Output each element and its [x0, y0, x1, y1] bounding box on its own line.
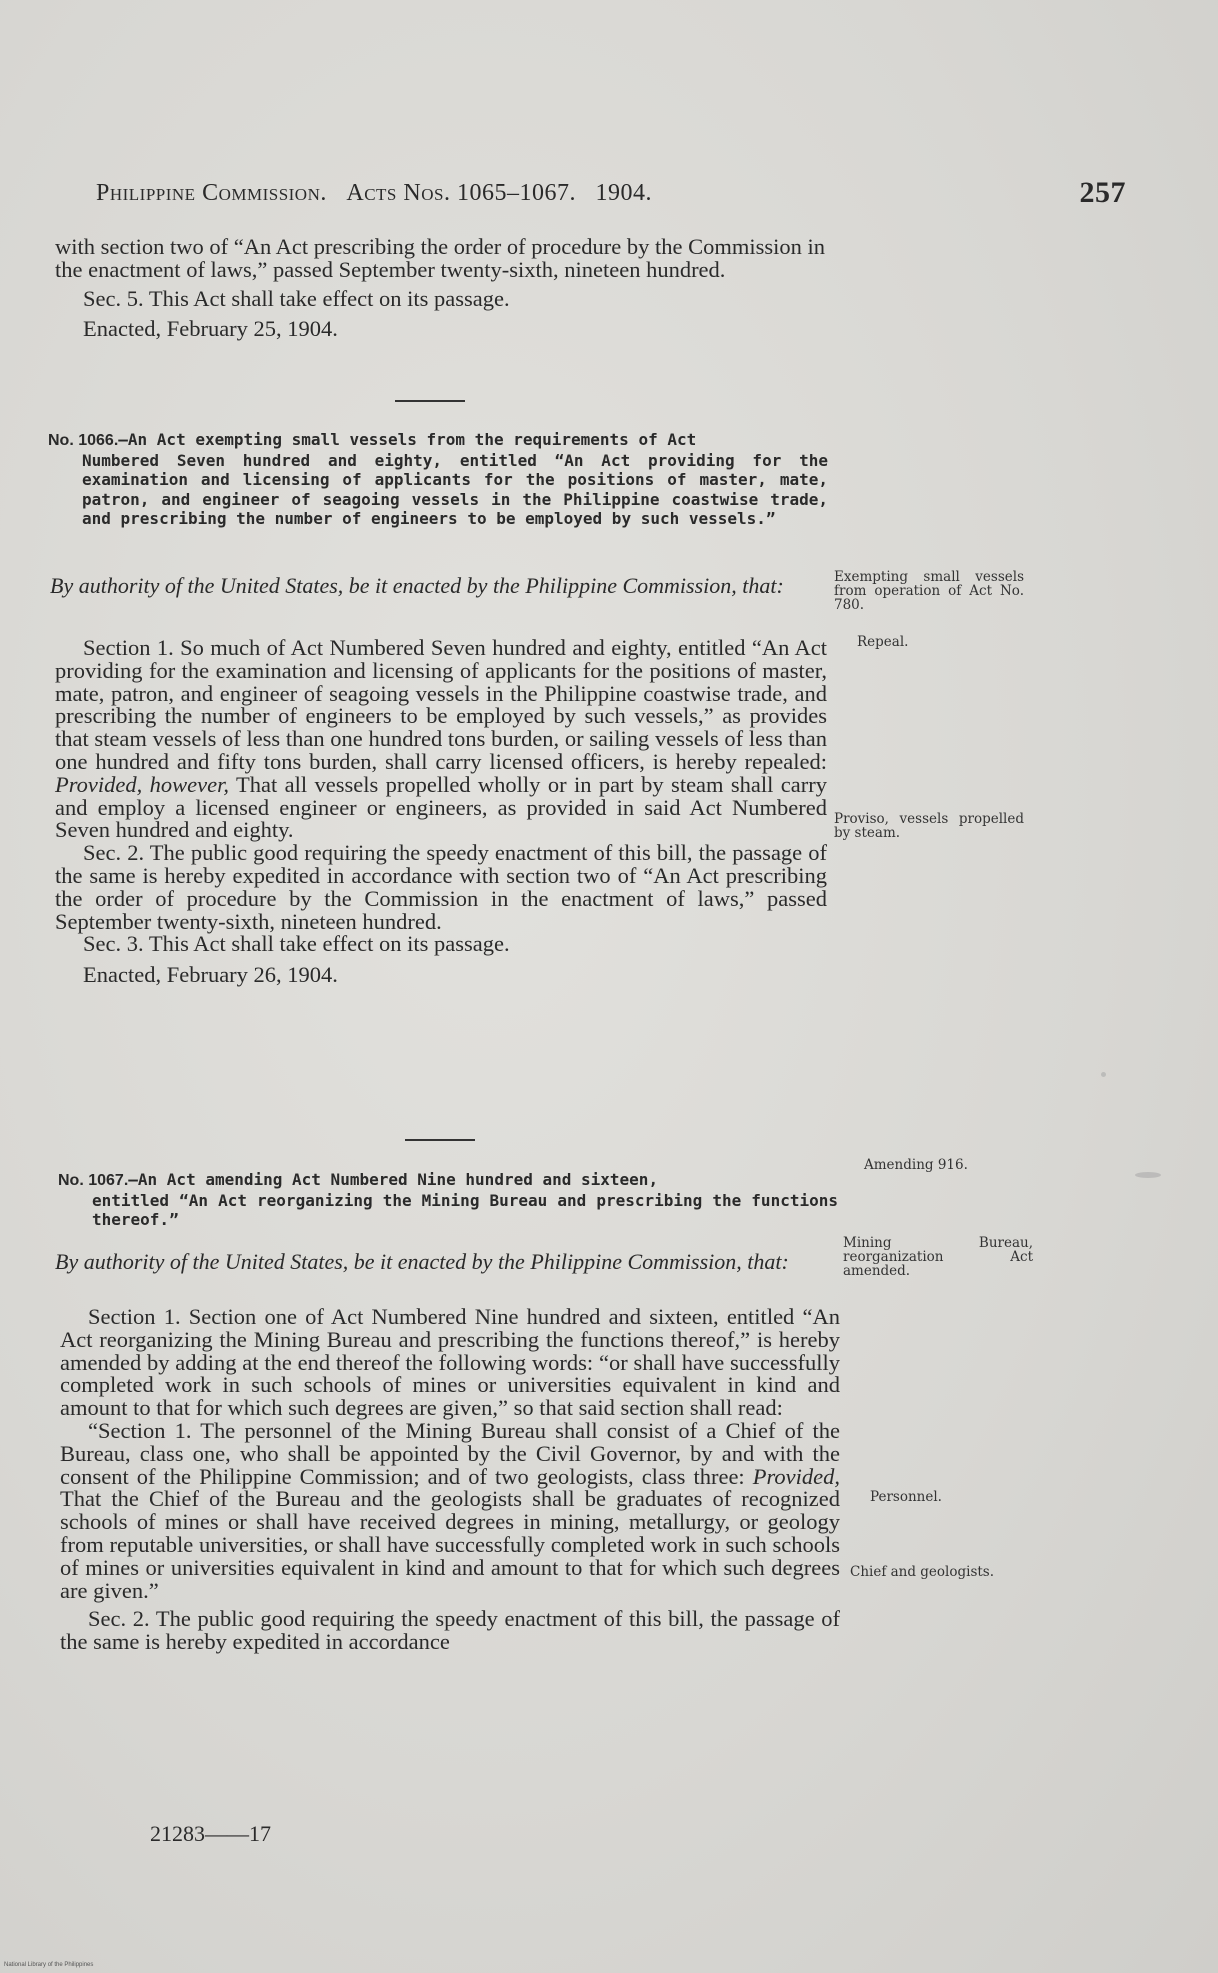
- act-1066-number: No. 1066.: [48, 432, 119, 449]
- act-1067-authority: [55, 1250, 835, 1274]
- act-1066-section-1-b: That all vessels propelled wholly or in part by steam shall carry and employ a licensed engineer or engineers, as provided in said Act Numbered Seven hundred and eighty.: [55, 771, 828, 843]
- act-1066-section-1-a: Section 1. So much of Act Numbered Seven hundred and eighty, entitled “An Act providing for the examination and licensing of applicants for the positions of master, mate, patron, and engineer of seagoing vessels in the Philippine coastwise trade, and prescribing the number of engineers to be employed by such vessels,” as provides that steam vessels of less than one hundred tons burden, or sailing vessels of less than one hundred and fifty tons burden, shall carry licensed officers, is hereby repealed:: [55, 635, 827, 774]
- act-1066-caption: [48, 430, 828, 529]
- running-head-acts: Acts Nos. 1065–1067.: [346, 180, 576, 206]
- act-1067-number: No. 1067.: [58, 1172, 129, 1189]
- enacting-clause-2: By authority of the United States, be it enacted by the Philippine Commission, that:: [55, 1249, 789, 1274]
- divider-rule-2: [405, 1139, 475, 1141]
- margin-note-personnel: Personnel.: [870, 1489, 942, 1505]
- running-header: [96, 176, 1126, 209]
- margin-note-amending: Amending 916.: [864, 1157, 968, 1173]
- previous-act-ending: [55, 236, 825, 341]
- act-1066-caption-rest: Numbered Seven hundred and eighty, entitled “An Act providing for the examination and licensing of applicants for the positions of master, mate, patron, and engineer of seagoing vessels in the Philippine coastwise trade, and prescribing the number of engineers to be employed by such vessels.”: [82, 450, 828, 528]
- act-1067-body: [60, 1306, 840, 1654]
- signature-mark: 21283——17: [150, 1821, 271, 1846]
- enacted-date: Enacted, February 25, 1904.: [83, 316, 338, 342]
- scan-credit: National Library of the Philippines: [4, 1962, 94, 1968]
- section-5: Sec. 5. This Act shall take effect on its passage.: [83, 285, 510, 311]
- margin-note-repeal: Repeal.: [857, 634, 909, 650]
- divider-rule: [395, 400, 465, 402]
- enacting-clause: By authority of the United States, be it enacted by the Philippine Commission, that:: [50, 573, 784, 598]
- margin-note-chief: Chief and geologists.: [850, 1564, 995, 1580]
- act-1066-authority: [50, 574, 828, 598]
- running-head-year: 1904.: [595, 180, 652, 206]
- act-1066-enacted: Enacted, February 26, 1904.: [83, 962, 338, 988]
- margin-note-mining: Mining Bureau, reorganization Act amended.: [843, 1235, 1033, 1279]
- act-1067-quoted-b: That the Chief of the Bureau and the geologists shall be graduates of recognized schools of mines or shall have received degrees in mining, metallurgy, or geology from reputable universities, or shall have successfully completed work in such schools of mines or universities equivalent in kind and amount to that for which such degrees are given.”: [60, 1486, 840, 1603]
- continuation-paragraph: with section two of “An Act prescribing the order of procedure by the Commission in the enactment of laws,” passed September twenty-sixth, nineteen hundred.: [55, 234, 825, 282]
- running-head-title: Philippine Commission.: [96, 180, 327, 206]
- margin-note-proviso: Proviso, vessels propelled by steam.: [834, 811, 1024, 841]
- act-1066-body: [55, 637, 827, 987]
- act-1067-quoted-italic: Provided,: [752, 1463, 840, 1489]
- act-1067-section-2: Sec. 2. The public good requiring the speedy enactment of this bill, the passage of the same is hereby expedited in accordance: [60, 1606, 840, 1655]
- act-1067-caption-rest: entitled “An Act reorganizing the Mining Bureau and prescribing the functions thereof.”: [92, 1190, 838, 1229]
- act-1067-section-1: Section 1. Section one of Act Numbered Nine hundred and sixteen, entitled “An Act reorganizing the Mining Bureau and prescribing the functions thereof,” is hereby amended by adding at the end thereof the following words: “or shall have successfully completed work in such schools of mines or universities equivalent in kind and amount to that for which such degrees are given,” so that said section shall read:: [60, 1304, 840, 1421]
- scan-speck: [1135, 1172, 1161, 1178]
- act-1067-caption-first: —An Act amending Act Numbered Nine hundred and sixteen,: [128, 1170, 659, 1189]
- margin-note-exempting: Exempting small vessels from operation of Act No. 780.: [834, 569, 1024, 613]
- act-1066-proviso-italic: Provided, however,: [55, 771, 229, 797]
- act-1067-caption: [58, 1170, 838, 1230]
- act-1066-section-3: Sec. 3. This Act shall take effect on its passage.: [83, 931, 510, 957]
- scan-speck: [1101, 1072, 1106, 1077]
- act-1067-quoted-a: “Section 1. The personnel of the Mining Bureau shall consist of a Chief of the Bureau, class one, who shall be appointed by the Civil Governor, by and with the consent of the Philippine Commission; and of two geologists, class three:: [60, 1417, 840, 1489]
- page-number: 257: [1079, 176, 1126, 209]
- act-1066-caption-first: —An Act exempting small vessels from the requirements of Act: [118, 430, 697, 449]
- act-1066-section-2: Sec. 2. The public good requiring the speedy enactment of this bill, the passage of the same is hereby expedited in accordance with section two of “An Act prescribing the order of procedure by the Commission in the enactment of laws,” passed September twenty-sixth, nineteen hundred.: [55, 840, 827, 934]
